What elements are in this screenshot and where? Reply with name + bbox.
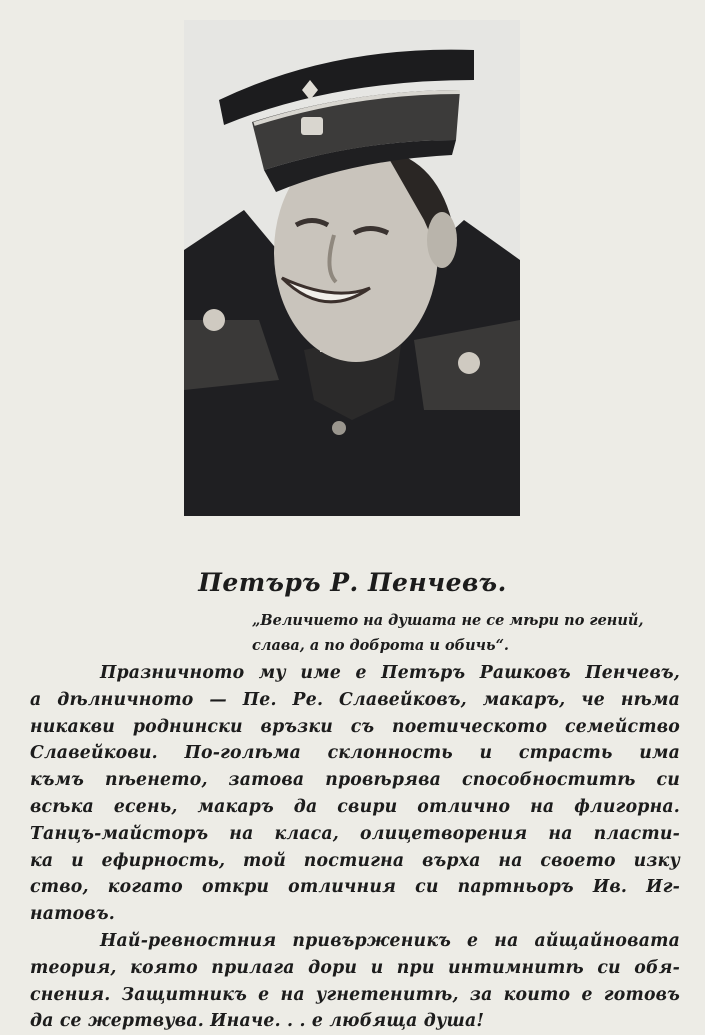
- text-line: Танцъ-майсторъ на класа, олицетворения на пласти-: [30, 823, 680, 844]
- text-line: Празничното му име е Петъръ Рашковъ Пенчевъ,: [100, 663, 680, 683]
- text-line: а дѣлничното — Пе. Ре. Славейковъ, макаръ, че нѣма: [30, 689, 680, 710]
- text-line: теория, която прилага дори и при интимнитѣ си обя-: [30, 957, 680, 978]
- person-name: Петъръ Р. Пенчевъ.: [198, 568, 507, 597]
- text-line: ка и ефирность, той постигна върха на своето изку: [30, 850, 680, 871]
- text-line: снения. Защитникъ е на угнетенитѣ, за които е готовъ: [30, 984, 680, 1005]
- portrait-photo: [184, 20, 520, 516]
- text-line: Най-ревностния привърженикъ е на айщайновата: [100, 930, 680, 951]
- text-line: къмъ пѣенето, затова провѣрява способноститѣ си: [30, 770, 680, 791]
- portrait-image: [184, 20, 520, 516]
- epigraph-line: „Величието на душата не се мѣри по гений,: [252, 612, 644, 629]
- paragraph-1: [30, 660, 680, 928]
- epigraph-quote: [252, 608, 692, 658]
- biography-text: [30, 660, 680, 1035]
- paragraph-2: [30, 928, 680, 1035]
- epigraph-line: слава, а по доброта и обичь“.: [252, 637, 509, 654]
- text-line: никакви роднински връзки съ поетическото семейство: [30, 716, 680, 737]
- text-line: Славейкови. По-голѣма склонность и страсть има: [30, 743, 680, 764]
- text-line: всѣка есень, макаръ да свири отлично на флигорна.: [30, 796, 680, 817]
- text-line: да се жертвува. Иначе. . . е любяща душа!: [30, 1011, 485, 1032]
- text-line: натовъ.: [30, 904, 115, 925]
- text-line: ство, когато откри отличния си партньоръ Ив. Иг-: [30, 877, 680, 898]
